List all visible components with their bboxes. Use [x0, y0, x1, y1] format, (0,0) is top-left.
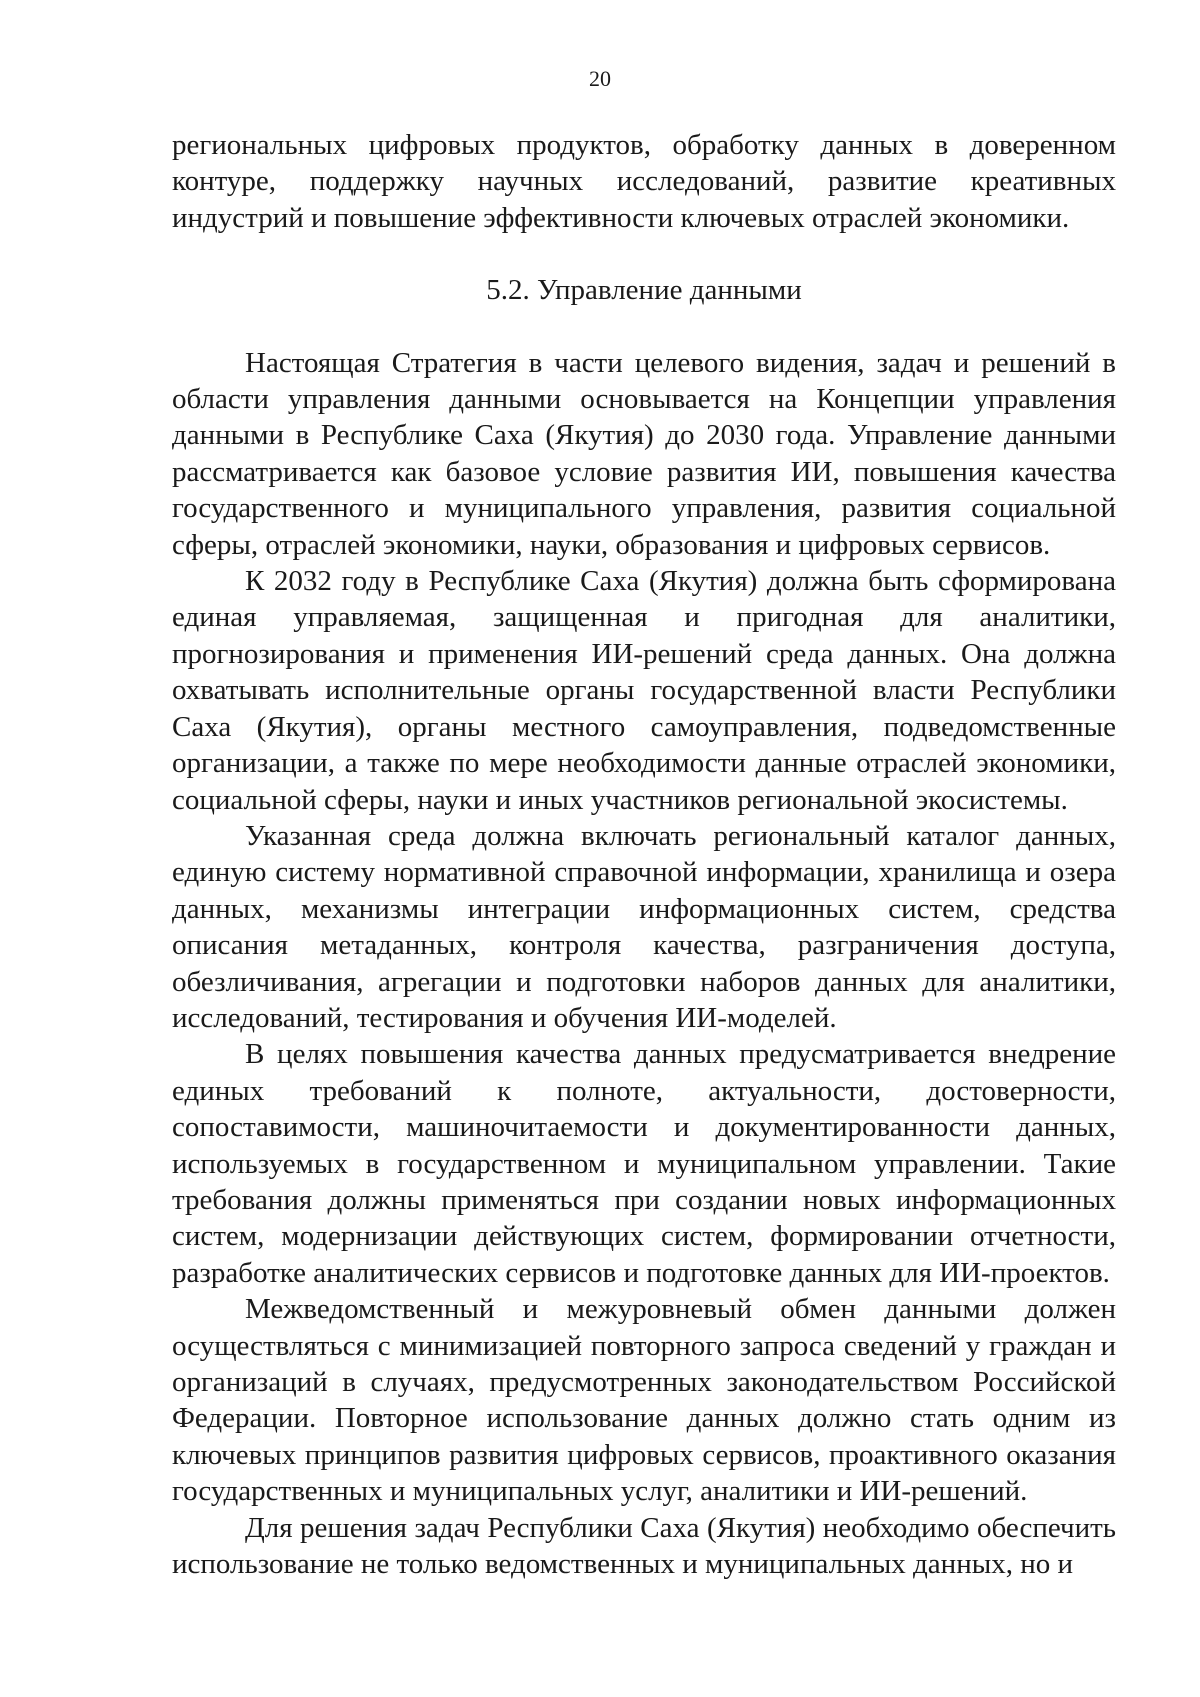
section-heading: 5.2. Управление данными — [486, 274, 802, 307]
paragraph-continuation: региональных цифровых продуктов, обработку данных в доверенном контуре, поддержку научных исследований, развитие креативных индустрий и повышение эффективности ключевых отраслей экономики. — [172, 129, 1116, 234]
page-content — [172, 127, 1116, 1582]
paragraph-data-quality: В целях повышения качества данных предусматривается внедрение единых требований к полноте, актуальности, достоверности, сопоставимости, машиночитаемости и документированности данных, используемых в государственном и муниципальном управлении. Такие требования должны применяться при создании новых информационных систем, модернизации действующих систем, формировании отчетности, разработке аналитических сервисов и подготовке данных для ИИ-проектов. — [172, 1038, 1116, 1289]
paragraph-environment-components: Указанная среда должна включать региональный каталог данных, единую систему нормативной справочной информации, хранилища и озера данных, механизмы интеграции информационных систем, средства описания метаданных, контроля качества, разграничения доступа, обезличивания, агрегации и подготовки наборов данных для аналитики, исследований, тестирования и обучения ИИ-моделей. — [172, 819, 1116, 1034]
paragraph-data-usage: Для решения задач Республики Саха (Якутия) необходимо обеспечить использование не только ведомственных и муниципальных данных, но и — [172, 1511, 1116, 1581]
paragraph-strategy-basis: Настоящая Стратегия в части целевого видения, задач и решений в области управления данными основывается на Концепции управления данными в Республике Саха (Якутия) до 2030 года. Управление данными рассматривается как базовое условие развития ИИ, повышения качества государственного и муниципального управления, развития социальной сферы, отраслей экономики, науки, образования и цифровых сервисов. — [172, 346, 1116, 561]
paragraph-data-exchange: Межведомственный и межуровневый обмен данными должен осуществляться с минимизацией повторного запроса сведений у граждан и организаций в случаях, предусмотренных законодательством Российской Федерации. Повторное использование данных должно стать одним из ключевых принципов развития цифровых сервисов, проактивного оказания государственных и муниципальных услуг, аналитики и ИИ-решений. — [172, 1293, 1116, 1508]
paragraph-data-environment: К 2032 году в Республике Саха (Якутия) должна быть сформирована единая управляемая, защищенная и пригодная для аналитики, прогнозирования и применения ИИ-решений среда данных. Она должна охватывать исполнительные органы государственной власти Республики Саха (Якутия), органы местного самоуправления, подведомственные организации, а также по мере необходимости данные отраслей экономики, социальной сферы, науки и иных участников региональной экосистемы. — [172, 565, 1116, 816]
page-number: 20 — [589, 66, 611, 91]
